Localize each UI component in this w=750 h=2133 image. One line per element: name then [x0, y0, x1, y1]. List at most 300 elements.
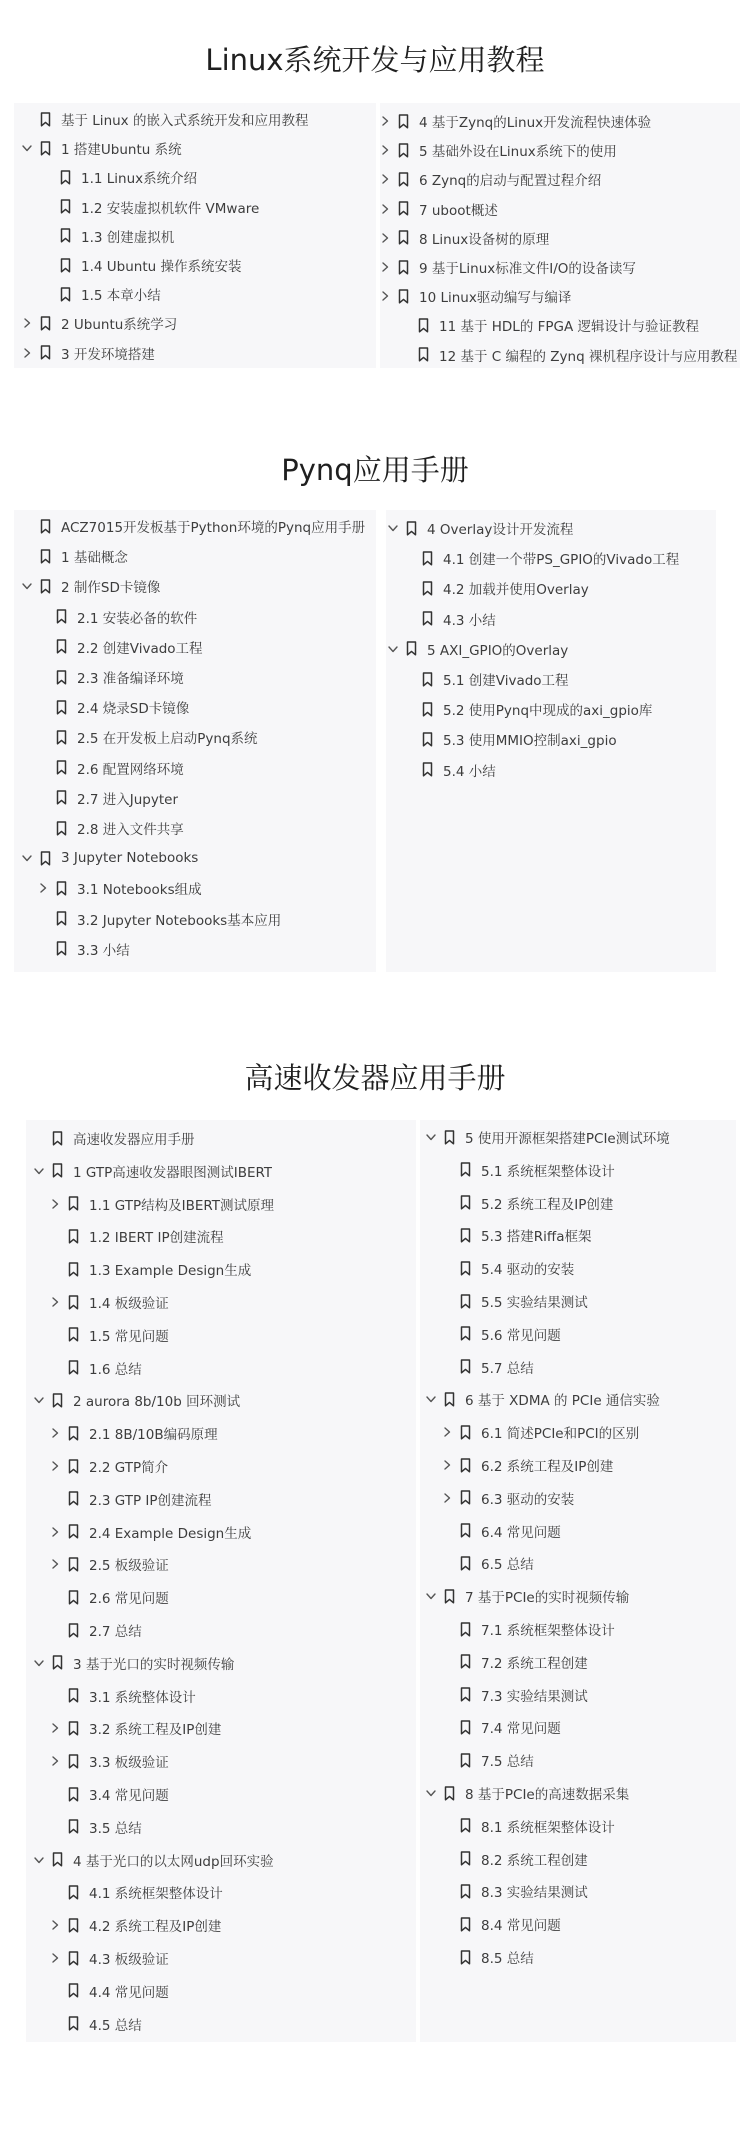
chevron-down-icon[interactable] — [32, 1164, 46, 1178]
chevron-right-icon[interactable] — [48, 1525, 62, 1539]
toc-item[interactable] — [40, 192, 259, 222]
chevron-right-icon[interactable] — [48, 1918, 62, 1932]
toc-item[interactable] — [378, 106, 651, 136]
toc-item[interactable] — [402, 543, 679, 573]
toc-item-label: 5.7 总结 — [481, 1360, 534, 1377]
toc-item[interactable] — [48, 1484, 212, 1514]
toc-item-label: 高速收发器应用手册 — [73, 1132, 195, 1148]
bookmark-icon — [68, 1360, 81, 1376]
toc-item-label: 4.2 系统工程及IP创建 — [89, 1919, 222, 1936]
bookmark-icon — [398, 171, 411, 187]
bookmark-icon — [444, 1129, 457, 1145]
toc-item[interactable] — [48, 1582, 169, 1612]
toc-item-label: 6.1 简述PCIe和PCI的区别 — [481, 1426, 640, 1443]
toc-item[interactable] — [40, 279, 161, 309]
chevron-down-icon[interactable] — [424, 1786, 438, 1800]
toc-item-label: 1 搭建Ubuntu 系统 — [61, 142, 182, 159]
chevron-down-icon[interactable] — [20, 851, 34, 865]
toc-item-label: 2.7 进入Jupyter — [77, 791, 179, 808]
toc-item[interactable] — [36, 602, 197, 632]
toc-item-label: 4.3 板级验证 — [89, 1952, 169, 1968]
toc-item[interactable] — [402, 664, 569, 694]
chevron-spacer — [440, 1720, 454, 1734]
bookmark-icon — [40, 111, 53, 127]
toc-item[interactable] — [48, 1189, 274, 1219]
toc-item[interactable] — [424, 1581, 629, 1611]
toc-item-label: 1.6 总结 — [89, 1361, 142, 1378]
bookmark-icon — [422, 762, 435, 778]
chevron-spacer — [440, 1622, 454, 1636]
toc-item-label: 8 基于PCIe的高速数据采集 — [465, 1787, 630, 1803]
chevron-spacer — [36, 610, 50, 624]
toc-item-label: 3 开发环境搭建 — [61, 346, 155, 363]
toc-item[interactable] — [398, 340, 737, 370]
toc-item[interactable] — [378, 223, 549, 253]
toc-item[interactable] — [402, 694, 652, 724]
toc-item[interactable] — [378, 252, 636, 282]
toc-item-label: 2.1 安装必备的软件 — [77, 610, 198, 627]
toc-item[interactable] — [48, 1353, 142, 1383]
chevron-spacer — [440, 1655, 454, 1669]
chevron-right-icon[interactable] — [48, 1754, 62, 1768]
bookmark-icon — [40, 578, 53, 594]
bookmark-icon — [52, 1655, 65, 1671]
toc-item-label: 8.4 常见问题 — [481, 1918, 561, 1935]
toc-item[interactable] — [40, 162, 197, 192]
toc-item[interactable] — [402, 724, 617, 754]
bookmark-icon — [460, 1949, 473, 1965]
toc-item[interactable] — [20, 571, 160, 601]
toc-item[interactable] — [48, 2009, 142, 2039]
toc-item-label: 3.1 系统整体设计 — [89, 1689, 196, 1706]
toc-item-label: 7.5 总结 — [481, 1754, 534, 1771]
chevron-right-icon[interactable] — [440, 1458, 454, 1472]
toc-item-label: 5.5 实验结果测试 — [481, 1295, 588, 1311]
toc-item[interactable] — [440, 1548, 534, 1578]
toc-item-label: 5.3 使用MMIO控制axi_gpio — [443, 733, 617, 750]
toc-item[interactable] — [440, 1680, 588, 1710]
toc-item-label: 8.1 系统框架整体设计 — [481, 1819, 615, 1836]
toc-item[interactable] — [48, 1287, 169, 1317]
bookmark-icon — [460, 1359, 473, 1375]
bookmark-icon — [68, 1327, 81, 1343]
toc-item[interactable] — [20, 133, 182, 163]
toc-item[interactable] — [402, 755, 496, 785]
bookmark-icon — [68, 1294, 81, 1310]
toc-item-label: 10 Linux驱动编写与编译 — [419, 290, 572, 307]
toc-item[interactable] — [378, 194, 498, 224]
toc-item-label: 1.2 安装虚拟机软件 VMware — [81, 200, 260, 217]
chevron-right-icon[interactable] — [378, 289, 392, 303]
bookmark-icon — [68, 1196, 81, 1212]
toc-item[interactable] — [48, 1713, 221, 1743]
bookmark-icon — [52, 1163, 65, 1179]
bookmark-icon — [60, 228, 73, 244]
toc-item-label: 3.2 Jupyter Notebooks基本应用 — [77, 912, 282, 929]
chevron-down-icon[interactable] — [20, 579, 34, 593]
bookmark-icon — [60, 199, 73, 215]
toc-item-label: 5.1 系统框架整体设计 — [481, 1163, 615, 1180]
toc-item-label: 5.2 使用Pynq中现成的axi_gpio库 — [443, 703, 653, 720]
bookmark-icon — [68, 1491, 81, 1507]
bookmark-icon — [52, 1852, 65, 1868]
bookmark-icon — [460, 1490, 473, 1506]
toc-item-label: 基于 Linux 的嵌入式系统开发和应用教程 — [61, 113, 309, 129]
toc-item[interactable] — [424, 1384, 660, 1414]
bookmark-icon — [68, 1819, 81, 1835]
chevron-spacer — [48, 2017, 62, 2031]
toc-item-label: 1.3 Example Design生成 — [89, 1263, 252, 1280]
toc-item[interactable] — [40, 221, 174, 251]
toc-item[interactable] — [440, 1253, 574, 1283]
chevron-spacer — [48, 1623, 62, 1637]
chevron-spacer — [402, 702, 416, 716]
toc-item[interactable] — [378, 135, 617, 165]
chevron-right-icon[interactable] — [20, 316, 34, 330]
chevron-spacer — [440, 1360, 454, 1374]
chevron-spacer — [40, 229, 54, 243]
bookmark-icon — [56, 911, 69, 927]
toc-item[interactable] — [20, 541, 128, 571]
toc-item-label: 4.1 系统框架整体设计 — [89, 1886, 223, 1903]
chevron-spacer — [402, 581, 416, 595]
chevron-spacer — [440, 1917, 454, 1931]
bookmark-icon — [40, 850, 53, 866]
toc-item[interactable] — [402, 604, 496, 634]
toc-item[interactable] — [48, 1418, 218, 1448]
toc-item[interactable] — [440, 1286, 588, 1316]
toc-item-label: 3.3 板级验证 — [89, 1755, 169, 1772]
toc-item-label: 12 基于 C 编程的 Zynq 裸机程序设计与应用教程 — [439, 348, 738, 365]
toc-item-label: 1.4 Ubuntu 操作系统安装 — [81, 259, 242, 275]
chevron-spacer — [40, 258, 54, 272]
toc-item[interactable] — [48, 1615, 142, 1645]
toc-item[interactable] — [440, 1417, 639, 1447]
bookmark-icon — [422, 731, 435, 747]
bookmark-icon — [68, 1524, 81, 1540]
toc-item-label: 3 基于光口的实时视频传输 — [73, 1656, 235, 1673]
chevron-spacer — [48, 1328, 62, 1342]
toc-item[interactable] — [440, 1220, 591, 1250]
toc-item-label: 3.4 常见问题 — [89, 1788, 169, 1804]
toc-item-label: 6 Zynq的启动与配置过程介绍 — [419, 173, 602, 190]
toc-item-label: 2.6 常见问题 — [89, 1591, 169, 1608]
bookmark-icon — [460, 1916, 473, 1932]
chevron-down-icon[interactable] — [386, 521, 400, 535]
toc-item[interactable] — [36, 873, 202, 903]
chevron-spacer — [48, 1984, 62, 1998]
toc-item[interactable] — [20, 338, 155, 368]
toc-item[interactable] — [36, 692, 189, 722]
bookmark-icon — [68, 1753, 81, 1769]
bookmark-icon — [418, 317, 431, 333]
toc-item[interactable] — [20, 104, 308, 134]
bookmark-icon — [398, 259, 411, 275]
toc-item-label: 5.6 常见问题 — [481, 1327, 561, 1344]
toc-item-label: 5 基础外设在Linux系统下的使用 — [419, 144, 617, 161]
bookmark-icon — [460, 1523, 473, 1539]
toc-item[interactable] — [440, 1352, 534, 1382]
chevron-right-icon[interactable] — [378, 231, 392, 245]
chevron-right-icon[interactable] — [48, 1197, 62, 1211]
chevron-right-icon[interactable] — [48, 1557, 62, 1571]
bookmark-icon — [68, 1688, 81, 1704]
toc-item[interactable] — [48, 1681, 196, 1711]
toc-item-label: 11 基于 HDL的 FPGA 逻辑设计与验证教程 — [439, 319, 700, 336]
toc-item-label: 8.2 系统工程创建 — [481, 1852, 588, 1869]
chevron-down-icon[interactable] — [20, 141, 34, 155]
toc-item[interactable] — [378, 164, 601, 194]
toc-item-label: 7.3 实验结果测试 — [481, 1688, 588, 1705]
toc-item-label: 2.3 GTP IP创建流程 — [89, 1492, 212, 1509]
bookmark-icon — [460, 1555, 473, 1571]
toc-item[interactable] — [36, 904, 281, 934]
toc-item[interactable] — [440, 1483, 574, 1513]
chevron-spacer — [440, 1852, 454, 1866]
toc-item[interactable] — [48, 1746, 169, 1776]
bookmark-icon — [406, 520, 419, 536]
toc-item-label: 5 使用开源框架搭建PCIe测试环境 — [465, 1131, 670, 1147]
chevron-spacer — [48, 1689, 62, 1703]
chevron-spacer — [32, 1131, 46, 1145]
toc-item[interactable] — [36, 753, 184, 783]
bookmark-icon — [460, 1752, 473, 1768]
chevron-right-icon[interactable] — [378, 114, 392, 128]
toc-item-label: 8.5 总结 — [481, 1951, 534, 1967]
chevron-right-icon[interactable] — [36, 881, 50, 895]
toc-item-label: 3.5 总结 — [89, 1820, 142, 1837]
toc-item-label: 9 基于Linux标准文件I/O的设备读写 — [419, 261, 636, 277]
chevron-spacer — [440, 1524, 454, 1538]
chevron-spacer — [36, 640, 50, 654]
toc-item[interactable] — [32, 1845, 274, 1875]
section-title-pynq: Pynq应用手册 — [281, 453, 469, 487]
chevron-right-icon[interactable] — [440, 1425, 454, 1439]
toc-item[interactable] — [386, 513, 573, 543]
bookmark-icon — [460, 1260, 473, 1276]
toc-item-label: 1.3 创建虚拟机 — [81, 229, 175, 246]
toc-item[interactable] — [20, 308, 177, 338]
toc-item[interactable] — [36, 813, 184, 843]
toc-item[interactable] — [48, 1976, 169, 2006]
toc-item[interactable] — [36, 722, 258, 752]
toc-item[interactable] — [32, 1385, 240, 1415]
chevron-down-icon[interactable] — [32, 1393, 46, 1407]
toc-item-label: 2.4 烧录SD卡镜像 — [77, 701, 190, 718]
toc-item-label: 6.3 驱动的安装 — [481, 1491, 575, 1508]
toc-item[interactable] — [36, 783, 178, 813]
toc-item-label: 5.2 系统工程及IP创建 — [481, 1196, 614, 1213]
bookmark-icon — [460, 1621, 473, 1637]
toc-item[interactable] — [32, 1123, 195, 1153]
toc-item-label: 7 基于PCIe的实时视频传输 — [465, 1590, 630, 1607]
chevron-spacer — [398, 348, 412, 362]
chevron-right-icon[interactable] — [48, 1459, 62, 1473]
chevron-down-icon[interactable] — [424, 1130, 438, 1144]
toc-item[interactable] — [386, 634, 568, 664]
bookmark-icon — [56, 669, 69, 685]
toc-item[interactable] — [48, 1877, 223, 1907]
toc-item-label: 7.1 系统框架整体设计 — [481, 1623, 615, 1639]
chevron-spacer — [36, 670, 50, 684]
toc-item[interactable] — [48, 1779, 169, 1809]
toc-item-label: 4.1 创建一个带PS_GPIO的Vivado工程 — [443, 552, 680, 569]
toc-item[interactable] — [440, 1745, 534, 1775]
toc-item[interactable] — [48, 1451, 168, 1481]
toc-item[interactable] — [424, 1778, 629, 1808]
bookmark-icon — [52, 1392, 65, 1408]
toc-item[interactable] — [440, 1450, 613, 1480]
toc-item[interactable] — [40, 250, 241, 280]
toc-item[interactable] — [48, 1517, 251, 1547]
chevron-right-icon[interactable] — [378, 143, 392, 157]
chevron-spacer — [20, 112, 34, 126]
toc-item[interactable] — [48, 1221, 224, 1251]
bookmark-icon — [68, 1983, 81, 1999]
bookmark-icon — [422, 671, 435, 687]
chevron-right-icon[interactable] — [378, 202, 392, 216]
toc-item-label: 3 Jupyter Notebooks — [61, 850, 199, 867]
toc-item-label: 2 Ubuntu系统学习 — [61, 317, 178, 334]
toc-item[interactable] — [32, 1156, 272, 1186]
chevron-down-icon[interactable] — [32, 1853, 46, 1867]
toc-item[interactable] — [440, 1647, 588, 1677]
toc-item-label: 2.2 GTP简介 — [89, 1460, 169, 1476]
chevron-spacer — [402, 732, 416, 746]
bookmark-icon — [460, 1851, 473, 1867]
chevron-spacer — [440, 1819, 454, 1833]
section-title-transceiver: 高速收发器应用手册 — [244, 1061, 506, 1095]
bookmark-icon — [422, 701, 435, 717]
bookmark-icon — [60, 169, 73, 185]
bookmark-icon — [56, 639, 69, 655]
toc-item[interactable] — [440, 1712, 561, 1742]
chevron-spacer — [48, 1262, 62, 1276]
bookmark-icon — [40, 315, 53, 331]
toc-item-label: 2.5 在开发板上启动Pynq系统 — [77, 731, 258, 748]
toc-item-label: 5.3 搭建Riffa框架 — [481, 1229, 592, 1246]
toc-item[interactable] — [440, 1319, 561, 1349]
chevron-right-icon[interactable] — [378, 260, 392, 274]
toc-item[interactable] — [440, 1942, 534, 1972]
toc-item[interactable] — [48, 1254, 251, 1284]
toc-item-label: 3.2 系统工程及IP创建 — [89, 1722, 222, 1739]
bookmark-icon — [60, 286, 73, 302]
toc-item[interactable] — [440, 1844, 588, 1874]
chevron-spacer — [440, 1327, 454, 1341]
bookmark-icon — [418, 347, 431, 363]
toc-item-label: 1.1 GTP结构及IBERT测试原理 — [89, 1197, 275, 1214]
chevron-spacer — [402, 551, 416, 565]
toc-item[interactable] — [48, 1320, 169, 1350]
toc-item[interactable] — [48, 1943, 169, 1973]
chevron-spacer — [440, 1753, 454, 1767]
bookmark-icon — [68, 1261, 81, 1277]
chevron-right-icon[interactable] — [48, 1426, 62, 1440]
toc-item[interactable] — [440, 1516, 561, 1546]
chevron-spacer — [440, 1261, 454, 1275]
bookmark-icon — [460, 1457, 473, 1473]
toc-item[interactable] — [424, 1122, 670, 1152]
bookmark-icon — [68, 1458, 81, 1474]
toc-item[interactable] — [402, 573, 589, 603]
chevron-spacer — [40, 170, 54, 184]
chevron-right-icon[interactable] — [48, 1721, 62, 1735]
toc-item[interactable] — [378, 281, 571, 311]
chevron-spacer — [440, 1196, 454, 1210]
toc-item[interactable] — [440, 1876, 588, 1906]
toc-item[interactable] — [36, 934, 130, 964]
toc-item[interactable] — [32, 1648, 234, 1678]
toc-item-label: 2.4 Example Design生成 — [89, 1525, 252, 1542]
toc-item[interactable] — [48, 1549, 169, 1579]
chevron-spacer — [20, 519, 34, 533]
chevron-spacer — [402, 763, 416, 777]
bookmark-icon — [68, 2016, 81, 2032]
bookmark-icon — [56, 790, 69, 806]
bookmark-icon — [56, 941, 69, 957]
chevron-right-icon[interactable] — [440, 1491, 454, 1505]
chevron-down-icon[interactable] — [424, 1589, 438, 1603]
toc-item-label: 2.1 8B/10B编码原理 — [89, 1427, 218, 1444]
bookmark-icon — [56, 880, 69, 896]
bookmark-icon — [398, 142, 411, 158]
toc-item-label: 3.3 小结 — [77, 942, 130, 959]
chevron-down-icon[interactable] — [32, 1656, 46, 1670]
toc-item[interactable] — [440, 1614, 615, 1644]
bookmark-icon — [444, 1391, 457, 1407]
chevron-right-icon[interactable] — [48, 1951, 62, 1965]
bookmark-icon — [68, 1950, 81, 1966]
chevron-right-icon[interactable] — [20, 346, 34, 360]
chevron-spacer — [402, 612, 416, 626]
toc-item-label: 1.1 Linux系统介绍 — [81, 171, 198, 188]
toc-item[interactable] — [48, 1910, 221, 1940]
bookmark-icon — [40, 518, 53, 534]
chevron-spacer — [48, 1590, 62, 1604]
chevron-right-icon[interactable] — [48, 1295, 62, 1309]
bookmark-icon — [460, 1162, 473, 1178]
bookmark-icon — [56, 820, 69, 836]
bookmark-icon — [56, 699, 69, 715]
toc-item[interactable] — [48, 1812, 142, 1842]
toc-item[interactable] — [36, 662, 184, 692]
bookmark-icon — [422, 580, 435, 596]
bookmark-icon — [68, 1589, 81, 1605]
chevron-down-icon[interactable] — [386, 642, 400, 656]
bookmark-icon — [460, 1687, 473, 1703]
toc-item[interactable] — [440, 1188, 613, 1218]
bookmark-icon — [460, 1227, 473, 1243]
bookmark-icon — [460, 1424, 473, 1440]
toc-item[interactable] — [36, 632, 203, 662]
chevron-spacer — [440, 1228, 454, 1242]
toc-item-label: 5.1 创建Vivado工程 — [443, 673, 569, 689]
toc-item[interactable] — [440, 1811, 615, 1841]
toc-item[interactable] — [398, 310, 699, 340]
toc-item-label: 8.3 实验结果测试 — [481, 1885, 588, 1902]
toc-item-label: 3.1 Notebooks组成 — [77, 882, 202, 899]
toc-item[interactable] — [20, 511, 365, 541]
bookmark-icon — [398, 230, 411, 246]
toc-item[interactable] — [440, 1909, 561, 1939]
chevron-right-icon[interactable] — [378, 172, 392, 186]
bookmark-icon — [460, 1654, 473, 1670]
bookmark-icon — [52, 1130, 65, 1146]
toc-item[interactable] — [440, 1155, 615, 1185]
chevron-down-icon[interactable] — [424, 1392, 438, 1406]
toc-item[interactable] — [20, 843, 198, 873]
